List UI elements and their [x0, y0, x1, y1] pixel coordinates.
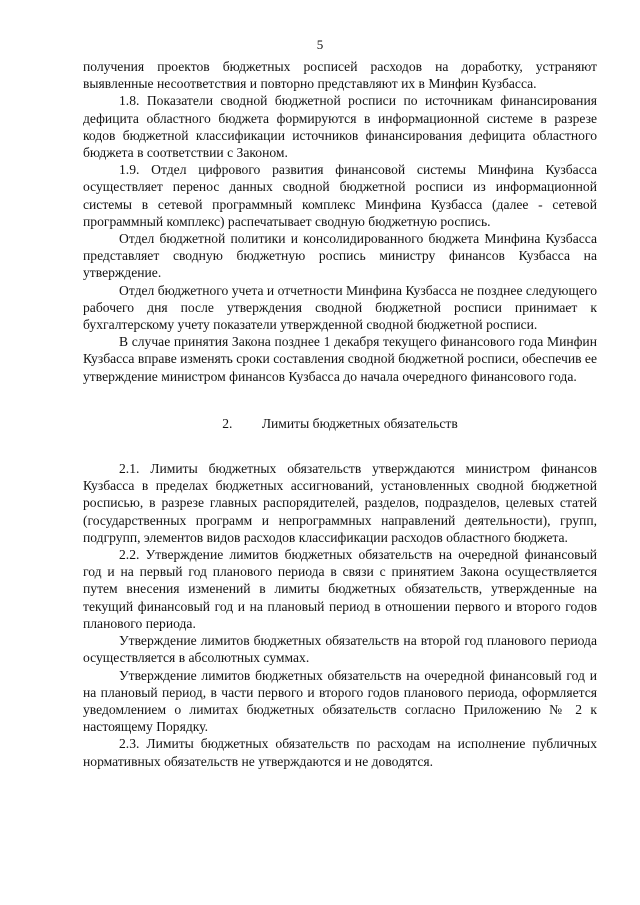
paragraph-budget-policy-dept: Отдел бюджетной политики и консолидированного бюджета Минфина Кузбасса представляет сводную бюджетную роспись министру финансов Кузбасса на утверждение.: [83, 231, 597, 281]
paragraph-late-law: В случае принятия Закона позднее 1 декабря текущего финансового года Минфин Кузбасса вправе изменять сроки составления сводной бюджетной росписи, обеспечив ее утверждение министром финансов Кузбасса до начала очередного финансового года.: [83, 334, 597, 384]
paragraph-second-year-limits: Утверждение лимитов бюджетных обязательств на второй год планового периода осуществляется в абсолютных суммах.: [83, 633, 597, 666]
paragraph-limits-notification: Утверждение лимитов бюджетных обязательств на очередной финансовый год и на плановый период, в части первого и второго годов планового периода, оформляется уведомлением о лимитах бюджетных обязательств согласно Приложению № 2 к настоящему Порядку.: [83, 667, 597, 735]
paragraph-accounting-dept: Отдел бюджетного учета и отчетности Минфина Кузбасса не позднее следующего рабочего дня после утверждения сводной бюджетной росписи принимает к бухгалтерскому учету показатели утвержденной сводной бюджетной росписи.: [83, 282, 597, 333]
section-number: 2.: [222, 415, 233, 431]
section-heading: [83, 415, 597, 432]
page-number: 5: [316, 37, 324, 52]
paragraph-2-1: 2.1. Лимиты бюджетных обязательств утверждаются министром финансов Кузбасса в пределах бюджетных ассигнований, установленных сводной бюджетной росписью, в разрезе главных распорядителей, разделов, подразделов, целевых статей (государственных программ и непрограммных направлений деятельности), групп, подгрупп, элементов видов расходов классификации расходов областного бюджета.: [83, 461, 597, 545]
section-title: Лимиты бюджетных обязательств: [261, 415, 458, 431]
paragraph-2-2: 2.2. Утверждение лимитов бюджетных обязательств на очередной финансовый год и на первый год планового периода в связи с принятием Закона осуществляется путем внесения изменений в лимиты бюджетных обязательств, утвержденные на текущий финансовый год и на плановый период в отношении первого и второго годов планового периода.: [83, 547, 597, 631]
paragraph-continuation: получения проектов бюджетных росписей расходов на доработку, устраняют выявленные несоответствия и повторно представляют их в Минфин Кузбасса.: [83, 59, 597, 92]
paragraph-1-9: 1.9. Отдел цифрового развития финансовой системы Минфина Кузбасса осуществляет перенос данных сводной бюджетной росписи из информационной системы в сетевой программный комплекс Минфина Кузбасса (далее - сетевой программный комплекс) распечатывает сводную бюджетную роспись.: [83, 162, 597, 229]
paragraph-2-3: 2.3. Лимиты бюджетных обязательств по расходам на исполнение публичных нормативных обязательств не утверждаются и не доводятся.: [83, 736, 597, 769]
paragraph-1-8: 1.8. Показатели сводной бюджетной росписи по источникам финансирования дефицита областного бюджета формируются в информационной системе в разрезе кодов бюджетной классификации источников финансирования дефицита областного бюджета в соответствии с Законом.: [83, 93, 597, 161]
document-body: [83, 58, 597, 770]
